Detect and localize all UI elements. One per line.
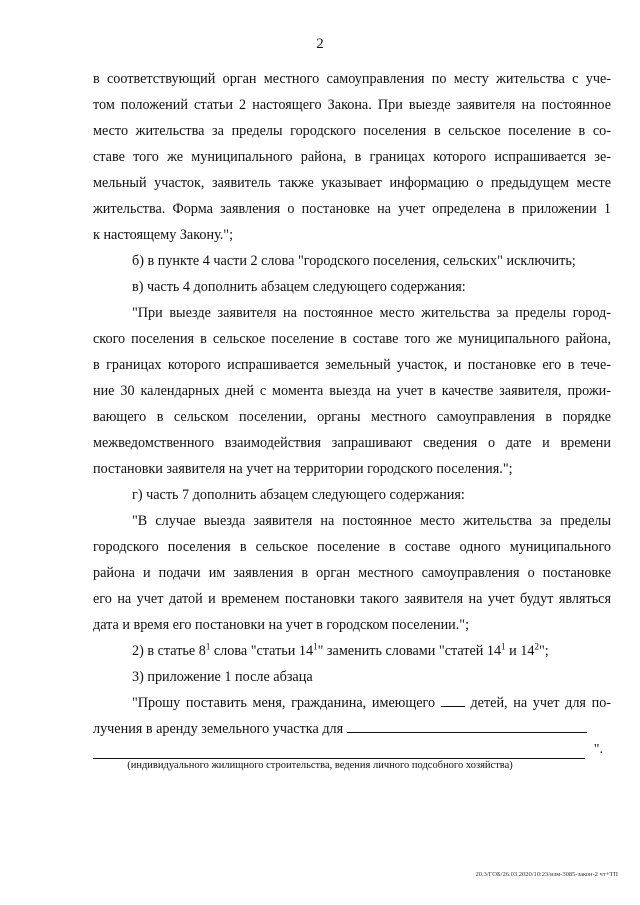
text-line: дата и время его постановки на учет в городском поселении."; (93, 617, 470, 633)
text-line: место жительства за пределы городского поселения в сельское поселение в со- (93, 123, 611, 139)
item-g: г) часть 7 дополнить абзацем следующего содержания: (132, 487, 465, 503)
text-line: постановки заявителя на учет на территории городского поселения."; (93, 461, 513, 477)
item-2-prefix: 2) в статье 8 (132, 643, 206, 659)
text-line (93, 690, 611, 716)
document-code: 20.3/ГОБ/26.03.2020/10:23/изм-3085-закон-2 чт+ТП (475, 871, 618, 878)
text-line: городского поселения в сельское поселение в составе одного муниципального (93, 539, 611, 555)
application-text: детей, на учет для по- (470, 695, 612, 711)
quote-application (93, 690, 611, 742)
text-line: в соответствующий орган местного самоуправления по месту жительства с уче- (93, 71, 611, 87)
page-number: 2 (316, 36, 324, 52)
document-body (93, 66, 611, 742)
text-line: ние 30 календарных дней с момента выезда на учет в качестве заявителя, прожи- (93, 383, 611, 399)
text-line: том положений статьи 2 настоящего Закона. При выезде заявителя на постоянное (93, 97, 611, 113)
superscript: 1 (205, 641, 211, 652)
item-b: б) в пункте 4 части 2 слова "городского поселения, сельских" исключить; (132, 253, 576, 269)
item-2-suffix: "; (539, 643, 549, 659)
superscript: 1 (501, 641, 506, 652)
text-line: ставе того же муниципального района, в границах которого испрашивается зе- (93, 149, 611, 165)
text-line: ского поселения в сельское поселение в составе того же муниципального района, (93, 331, 611, 347)
quote-part-4 (93, 300, 611, 482)
text-line: жительства. Форма заявления о постановке на учет определена в приложении 1 (93, 201, 611, 217)
text-line: межведомственного взаимодействия запрашивают сведения о дате и времени (93, 435, 611, 451)
text-line: района и подачи им заявления в орган местного самоуправления о постановке (93, 565, 611, 581)
application-text: "Прошу поставить меня, гражданина, имеющего (132, 695, 436, 711)
text-line: к настоящему Закону."; (93, 227, 234, 243)
text-line: его на учет датой и временем постановки такого заявителя на учет будут являться (93, 591, 611, 607)
superscript: 1 (313, 641, 318, 652)
text-line: вающего в сельском поселении, органы местного самоуправления в порядке (93, 409, 611, 425)
purpose-caption: (индивидуального жилищного строительства, ведения личного подсобного хозяйства) (127, 760, 513, 771)
application-text: лучения в аренду земельного участка для (93, 721, 344, 737)
quote-part-7 (93, 508, 611, 638)
purpose-rule (93, 758, 585, 759)
item-3: 3) приложение 1 после абзаца (132, 669, 313, 685)
item-2-text: " заменить словами "статей 14 (317, 643, 502, 659)
text-line: мельный участок, заявитель также указывает информацию о предыдущем месте (93, 175, 611, 191)
superscript: 2 (534, 641, 539, 652)
closing-quote: ". (593, 742, 603, 757)
children-count-blank (441, 692, 465, 707)
text-line (93, 716, 611, 742)
item-2-text: и 14 (505, 643, 535, 659)
item-v: в) часть 4 дополнить абзацем следующего содержания: (132, 279, 466, 295)
paragraph-continuation (93, 66, 611, 248)
item-2-text: слова "статьи 14 (210, 643, 314, 659)
text-line: "В случае выезда заявителя на постоянное место жительства за пределы (132, 513, 611, 529)
text-line: "При выезде заявителя на постоянное место жительства за пределы город- (132, 305, 611, 321)
purpose-blank (347, 718, 587, 733)
item-2 (93, 638, 611, 664)
text-line: в границах которого испрашивается земельный участок, и постановке его в тече- (93, 357, 611, 373)
